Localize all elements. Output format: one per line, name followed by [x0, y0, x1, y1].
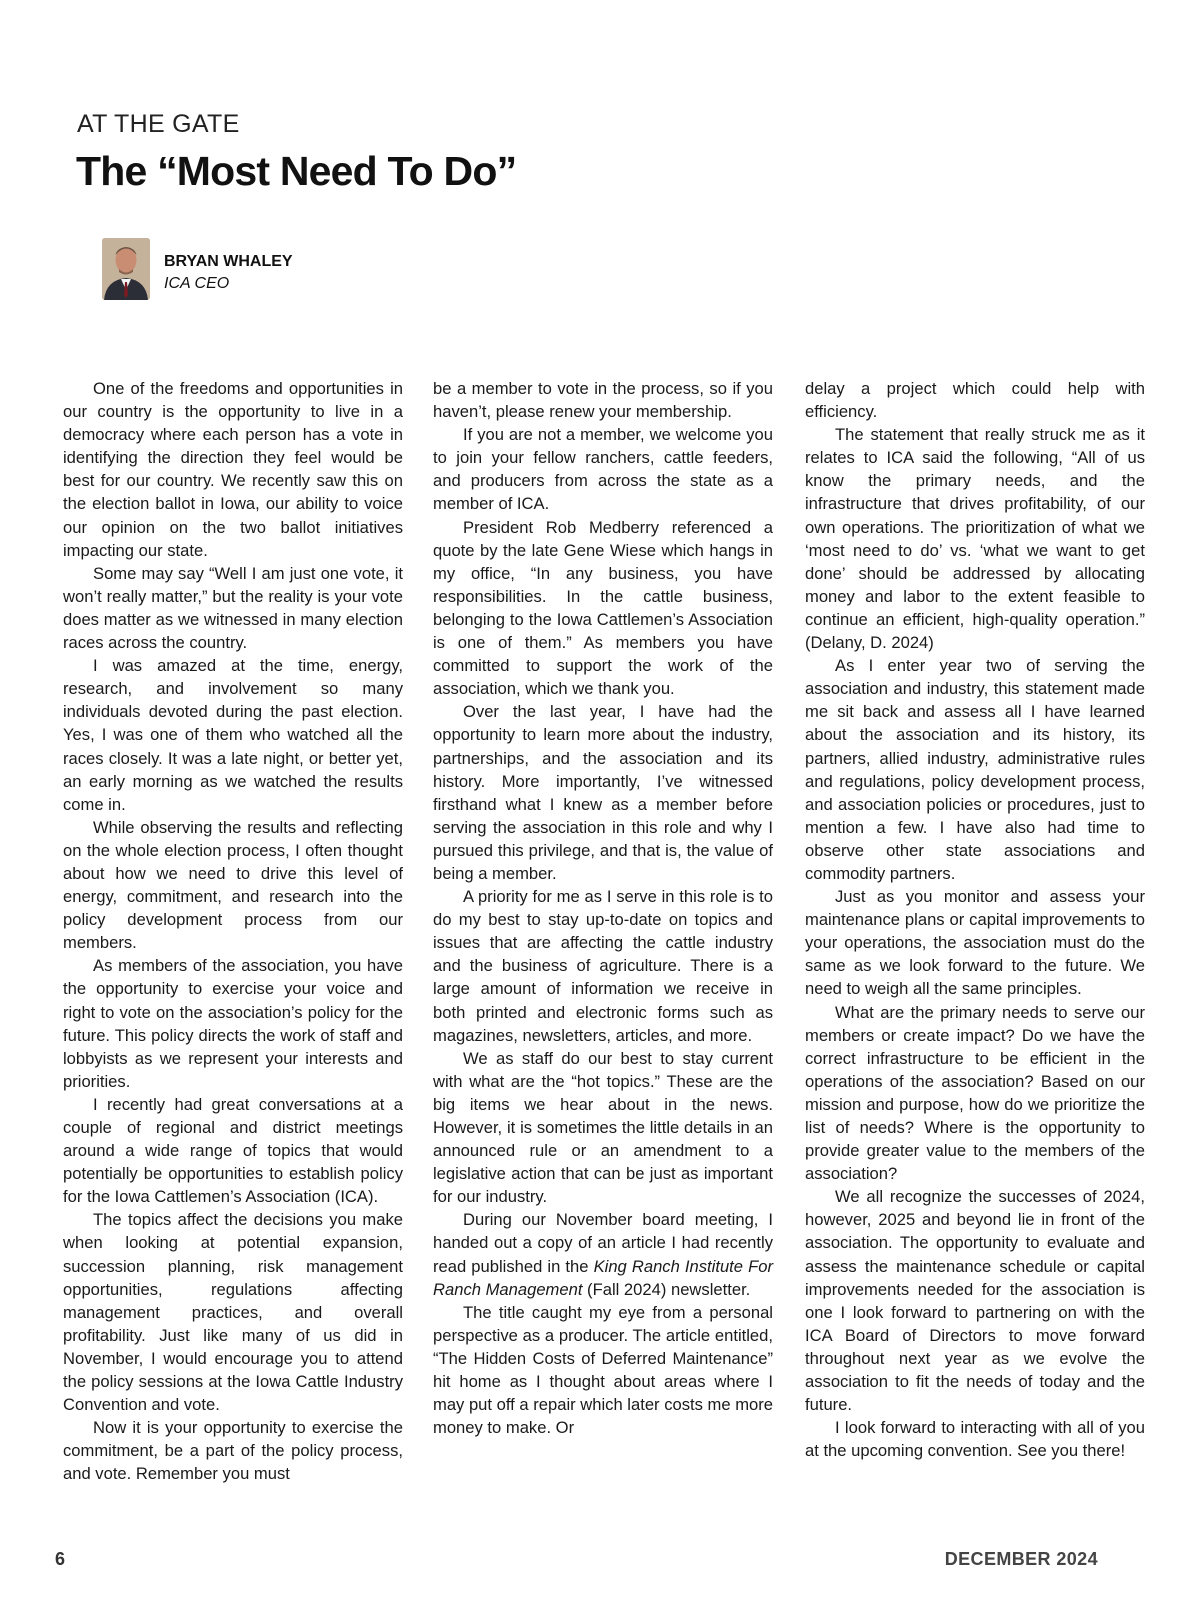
paragraph-continued: be a member to vote in the process, so if you haven’t, please renew your membership.: [433, 379, 773, 422]
paragraph: One of the freedoms and opportunities in our country is the opportunity to live in a democracy where each person has a vote in identifying the direction they feel would be best for our country. We recently saw this on the election ballot in Iowa, our ability to voice our opinion on the two ballot initiatives impacting our state.: [63, 379, 403, 560]
paragraph: We all recognize the successes of 2024, however, 2025 and beyond lie in front of the association. The opportunity to evaluate and assess the maintenance schedule or capital improvements needed for the association is one I look forward to partnering on with the ICA Board of Directors to move forward throughout next year as we evolve the association to fit the needs of today and the future.: [805, 1187, 1145, 1415]
paragraph-continued: delay a project which could help with efficiency.: [805, 379, 1145, 422]
publication-title: King Ranch Institute For Ranch Management: [433, 1256, 773, 1299]
section-kicker: AT THE GATE: [77, 110, 240, 138]
author-portrait-image: [102, 238, 150, 300]
issue-date: DECEMBER 2024: [944, 1549, 1098, 1569]
paragraph: I was amazed at the time, energy, research, and involvement so many individuals devoted during the past election. Yes, I was one of them who watched all the races closely. It was a late night, or better yet, an early morning as we watched the results come in.: [63, 656, 403, 814]
paragraph: While observing the results and reflecting on the whole election process, I often thought about how we need to drive this level of energy, commitment, and research into the policy development process from our members.: [63, 817, 403, 953]
paragraph: As members of the association, you have the opportunity to exercise your voice and right to vote on the association’s policy for the future. This policy directs the work of staff and lobbyists as we represent your interests and priorities.: [63, 956, 403, 1091]
author-title: ICA CEO: [164, 275, 230, 292]
paragraph: What are the primary needs to serve our members or create impact? Do we have the correct infrastructure to be efficient in the operations of the association? Based on our mission and purpose, how do we prioritize the list of needs? Where is the opportunity to provide greater value to the members of the association?: [805, 1002, 1145, 1184]
article-column-1: [63, 377, 403, 1486]
article-column-3: [805, 377, 1145, 1462]
paragraph: Now it is your opportunity to exercise the commitment, be a part of the policy process, and vote. Remember you must: [63, 1418, 403, 1484]
paragraph: President Rob Medberry referenced a quote by the late Gene Wiese which hangs in my office, “In any business, you have responsibilities. In the cattle business, belonging to the Iowa Cattlemen’s Association is one of them.” As members you have committed to support the work of the association, which we thank you.: [433, 517, 773, 699]
paragraph: The topics affect the decisions you make when looking at potential expansion, succession planning, risk management opportunities, regulations affecting management practices, and overall profitability. Just like many of us did in November, I would encourage you to attend the policy sessions at the Iowa Cattle Industry Convention and vote.: [63, 1210, 403, 1415]
paragraph: A priority for me as I serve in this role is to do my best to stay up-to-date on topics and issues that are affecting the cattle industry and the business of agriculture. There is a large amount of information we receive in both printed and electronic forms such as magazines, newsletters, articles, and more.: [433, 887, 773, 1045]
paragraph-text: (Fall 2024) newsletter.: [582, 1279, 751, 1299]
paragraph: Over the last year, I have had the opportunity to learn more about the industry, partnerships, and the association and its history. More importantly, I’ve witnessed firsthand what I knew as a member before serving the association in this role and why I pursued this privilege, and that is, the value of being a member.: [433, 702, 773, 883]
paragraph: If you are not a member, we welcome you to join your fellow ranchers, cattle feeders, and producers from across the state as a member of ICA.: [433, 425, 773, 514]
paragraph-board-meeting: [433, 1208, 773, 1300]
paragraph: As I enter year two of serving the association and industry, this statement made me sit back and assess all I have learned about the association and its history, its partners, allied industry, administrative rules and regulations, policy development process, and association policies or procedures, just to mention a few. I have also had time to observe other state associations and commodity partners.: [805, 656, 1145, 883]
article-column-2: [433, 377, 773, 1439]
paragraph-text: During our November board meeting, I handed out a copy of an article I had recently read published in the: [433, 1210, 773, 1276]
paragraph: I recently had great conversations at a couple of regional and district meetings around a wide range of topics that would potentially be opportunities to establish policy for the Iowa Cattlemen’s Association (ICA).: [63, 1094, 403, 1207]
paragraph: Some may say “Well I am just one vote, it won’t really matter,” but the reality is your vote does matter as we witnessed in many election races across the country.: [63, 563, 403, 653]
paragraph: I look forward to interacting with all of you at the upcoming convention. See you there!: [805, 1418, 1145, 1461]
page-number: 6: [55, 1549, 66, 1569]
paragraph: The statement that really struck me as it relates to ICA said the following, “All of us know the primary needs, and the infrastructure that drives profitability, of our own operations. The prioritization of what we ‘most need to do’ vs. ‘what we want to get done’ should be addressed by allocating money and labor to the extent feasible to continue an efficient, high-quality operation.” (Delany, D. 2024): [805, 425, 1145, 653]
paragraph: The title caught my eye from a personal perspective as a producer. The article entitled, “The Hidden Costs of Deferred Maintenance” hit home as I thought about areas where I may put off a repair which later costs me more money to make. Or: [433, 1302, 774, 1438]
author-name: BRYAN WHALEY: [164, 253, 293, 270]
author-photo: [102, 238, 150, 300]
paragraph: We as staff do our best to stay current with what are the “hot topics.” These are the big items we hear about in the news. However, it is sometimes the little details in an announced rule or an amendment to a legislative action that can be just as important for our industry.: [433, 1048, 773, 1207]
paragraph: Just as you monitor and assess your maintenance plans or capital improvements to your operations, the association must do the same as we look forward to the future. We need to weigh all the same principles.: [805, 887, 1145, 999]
page-title: The “Most Need To Do”: [76, 148, 517, 194]
